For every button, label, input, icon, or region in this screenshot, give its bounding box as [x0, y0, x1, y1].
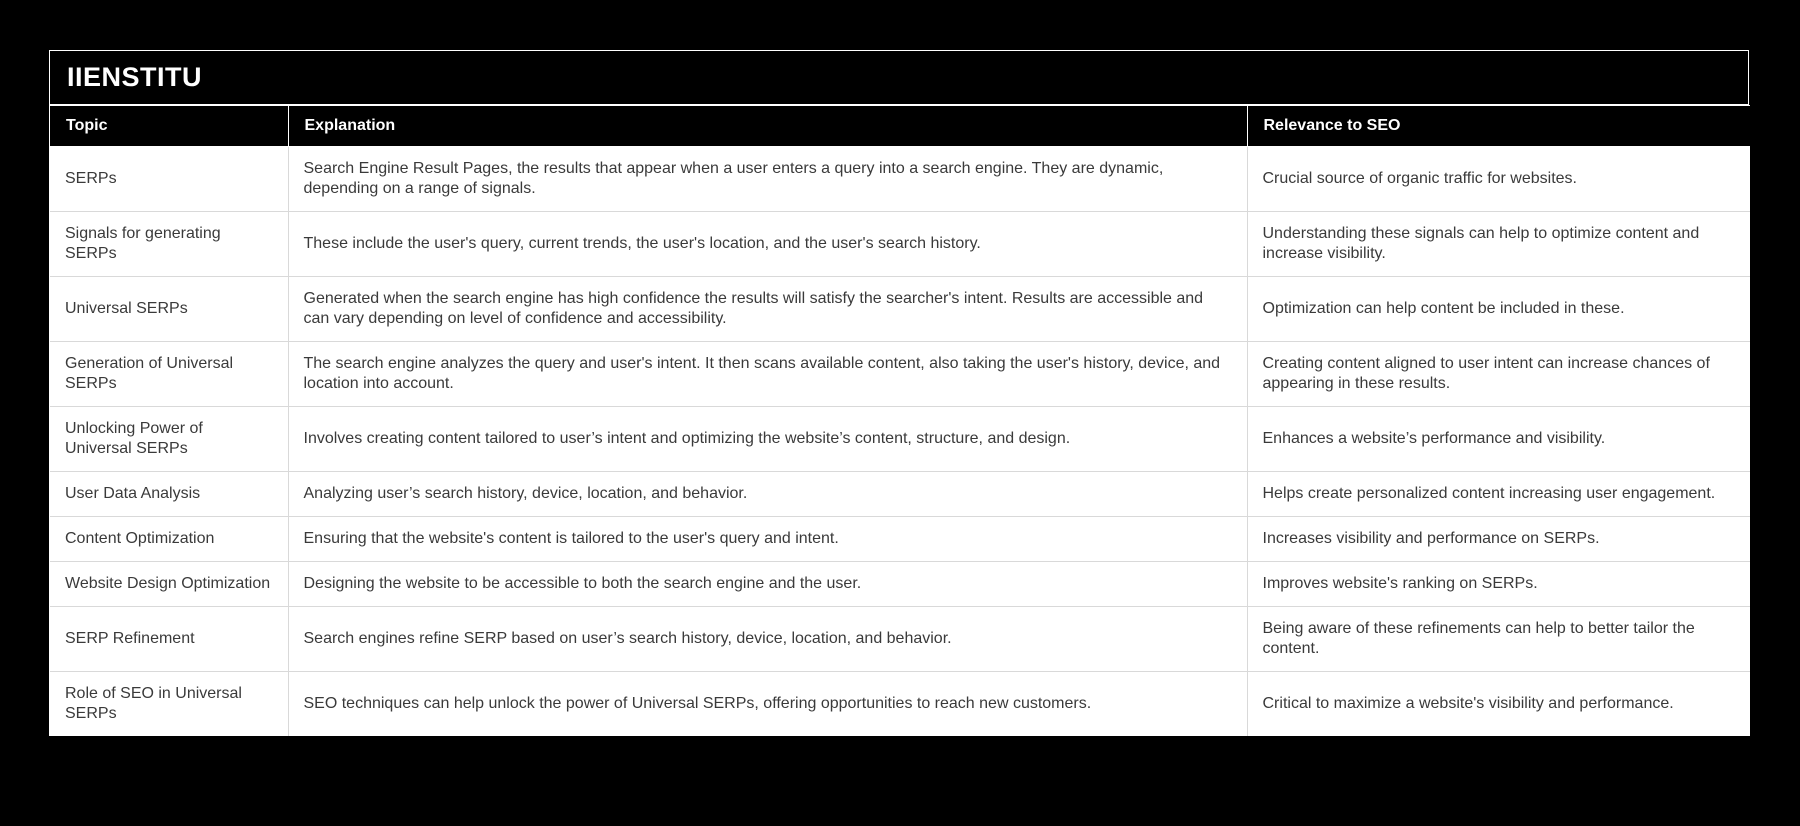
- topic-cell: SERP Refinement: [50, 607, 288, 672]
- title-bar: [50, 51, 1748, 105]
- explanation-cell: Ensuring that the website's content is tailored to the user's query and intent.: [288, 517, 1247, 562]
- explanation-cell: Designing the website to be accessible to both the search engine and the user.: [288, 562, 1247, 607]
- relevance-cell: Critical to maximize a website's visibility and performance.: [1247, 672, 1750, 737]
- table-row: [50, 147, 1750, 212]
- table-container: [49, 50, 1749, 736]
- relevance-cell: Increases visibility and performance on SERPs.: [1247, 517, 1750, 562]
- table-row: [50, 607, 1750, 672]
- seo-topics-table: [50, 105, 1750, 736]
- table-header: [50, 106, 1750, 147]
- column-header-topic: Topic: [50, 106, 288, 147]
- topic-cell: SERPs: [50, 147, 288, 212]
- table-row: [50, 277, 1750, 342]
- topic-cell: Role of SEO in Universal SERPs: [50, 672, 288, 737]
- explanation-cell: Search Engine Result Pages, the results that appear when a user enters a query into a search engine. They are dynamic, depending on a range of signals.: [288, 147, 1247, 212]
- explanation-cell: These include the user's query, current trends, the user's location, and the user's search history.: [288, 212, 1247, 277]
- table-row: [50, 517, 1750, 562]
- explanation-cell: Analyzing user’s search history, device, location, and behavior.: [288, 472, 1247, 517]
- topic-cell: Universal SERPs: [50, 277, 288, 342]
- page-title: IIENSTITU: [67, 62, 203, 92]
- relevance-cell: Enhances a website’s performance and visibility.: [1247, 407, 1750, 472]
- explanation-cell: The search engine analyzes the query and user's intent. It then scans available content, also taking the user's history, device, and location into account.: [288, 342, 1247, 407]
- relevance-cell: Improves website's ranking on SERPs.: [1247, 562, 1750, 607]
- table-body: [50, 147, 1750, 737]
- relevance-cell: Being aware of these refinements can help to better tailor the content.: [1247, 607, 1750, 672]
- topic-cell: Content Optimization: [50, 517, 288, 562]
- explanation-cell: SEO techniques can help unlock the power of Universal SERPs, offering opportunities to reach new customers.: [288, 672, 1247, 737]
- relevance-cell: Understanding these signals can help to optimize content and increase visibility.: [1247, 212, 1750, 277]
- topic-cell: Signals for generating SERPs: [50, 212, 288, 277]
- table-row: [50, 407, 1750, 472]
- topic-cell: Generation of Universal SERPs: [50, 342, 288, 407]
- column-header-explanation: Explanation: [288, 106, 1247, 147]
- topic-cell: Unlocking Power of Universal SERPs: [50, 407, 288, 472]
- topic-cell: User Data Analysis: [50, 472, 288, 517]
- relevance-cell: Helps create personalized content increasing user engagement.: [1247, 472, 1750, 517]
- table-row: [50, 212, 1750, 277]
- table-row: [50, 672, 1750, 737]
- explanation-cell: Generated when the search engine has high confidence the results will satisfy the searcher's intent. Results are accessible and can vary depending on level of confidence and accessibility.: [288, 277, 1247, 342]
- table-header-row: [50, 106, 1750, 147]
- explanation-cell: Involves creating content tailored to user’s intent and optimizing the website’s content, structure, and design.: [288, 407, 1247, 472]
- relevance-cell: Optimization can help content be included in these.: [1247, 277, 1750, 342]
- relevance-cell: Creating content aligned to user intent can increase chances of appearing in these results.: [1247, 342, 1750, 407]
- topic-cell: Website Design Optimization: [50, 562, 288, 607]
- relevance-cell: Crucial source of organic traffic for websites.: [1247, 147, 1750, 212]
- explanation-cell: Search engines refine SERP based on user’s search history, device, location, and behavior.: [288, 607, 1247, 672]
- column-header-relevance: Relevance to SEO: [1247, 106, 1750, 147]
- table-row: [50, 472, 1750, 517]
- table-row: [50, 562, 1750, 607]
- table-row: [50, 342, 1750, 407]
